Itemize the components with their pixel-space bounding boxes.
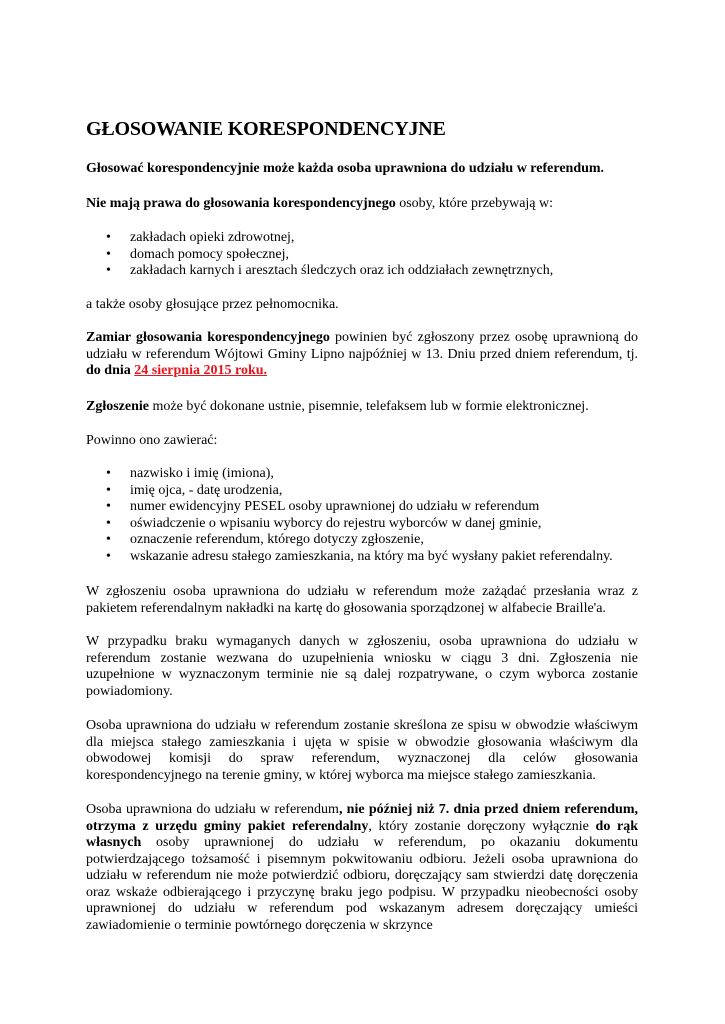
list-item: • domach pomocy społecznej, bbox=[86, 247, 638, 264]
intent-paragraph bbox=[86, 330, 638, 380]
missing-data-paragraph: W przypadku braku wymaganych danych w zgłoszeniu, osoba uprawniona do udziału w referendum zostanie wezwana do uzupełnienia wniosku w ciągu 3 dni. Zgłoszenia nie uzupełnione w wyznaczonym terminie nie są dalej rozpatrywane, o czym wyborca zostanie powiadomiony. bbox=[86, 634, 638, 699]
delivery-bold-2: do rąk własnych bbox=[86, 818, 638, 850]
register-paragraph: Osoba uprawniona do udziału w referendum zostanie skreślona ze spisu w obwodzie właściwym dla miejsca stałego zamieszkania i ujęta w spisie w obwodzie głosowania właściwym dla obwodowej komisji do spraw referendum, wyznaczonej dla celów głosowania korespondencyjnego na terenie gminy, w której wyborca ma miejsce stałego zamieszkania. bbox=[86, 718, 638, 783]
list-item: • oświadczenie o wpisaniu wyborcy do rejestru wyborców w danej gminie, bbox=[86, 516, 638, 533]
deadline-label: do dnia bbox=[86, 363, 131, 378]
no-right-rest: osoby, które przebywają w: bbox=[395, 196, 554, 211]
delivery-text-3: osoby uprawnionej do udziału w referendum, po okazaniu dokumentu potwierdzającego tożsamość i pisemnym pokwitowaniu odbioru. Jeżeli osoba uprawniona do udziału w referendum nie może potwierdzić odbioru, doręczający sam stwierdzi datę doręczenia oraz wskaże odbierającego i przyczynę braku jego podpisu. W przypadku nieobecności osoby uprawnionej do udziału w referendum pod wskazanym adresem doręczający umieści zawiadomienie o terminie powtórnego doręczenia w skrzynce bbox=[86, 835, 638, 933]
no-right-bold: Nie mają prawa do głosowania korespondencyjnego bbox=[86, 196, 396, 211]
intent-bold: Zamiar głosowania korespondencyjnego bbox=[86, 330, 330, 345]
delivery-text-2: , który zostanie doręczony wyłącznie bbox=[368, 818, 596, 834]
delivery-paragraph bbox=[86, 802, 638, 934]
delivery-text-1: Osoba uprawniona do udziału w referendum bbox=[86, 802, 339, 817]
braille-paragraph: W zgłoszeniu osoba uprawniona do udziału w referendum może zażądać przesłania wraz z pakietem referendalnym nakładki na kartę do głosowania sporządzonej w alfabecie Braille'a. bbox=[86, 584, 638, 616]
no-right-paragraph bbox=[86, 196, 638, 213]
intent-rest: powinien być zgłoszony przez osobę uprawnioną do udziału w referendum Wójtowi Gminy Lipno najpóźniej w 13. Dniu przed dniem referendum, tj. bbox=[86, 330, 639, 362]
submission-rest: może być dokonane ustnie, pisemnie, telefaksem lub w formie elektronicznej. bbox=[149, 399, 589, 414]
list-item: • nazwisko i imię (imiona), bbox=[86, 466, 638, 483]
list-item: • oznaczenie referendum, którego dotyczy zgłoszenie, bbox=[86, 532, 638, 549]
deadline-end: . bbox=[263, 363, 268, 378]
submission-paragraph bbox=[86, 399, 638, 416]
delivery-bold-1: , nie później niż 7. dnia przed dniem referendum, otrzyma z urzędu gminy pakiet referendalny bbox=[86, 802, 638, 834]
page-title: GŁOSOWANIE KORESPONDENCYJNE bbox=[86, 118, 446, 140]
intro-paragraph: Głosować korespondencyjnie może każda osoba uprawniona do udziału w referendum. bbox=[86, 161, 605, 176]
submission-bold: Zgłoszenie bbox=[86, 399, 149, 414]
list-item: • numer ewidencyjny PESEL osoby uprawnionej do udziału w referendum bbox=[86, 499, 638, 516]
contents-list bbox=[86, 466, 638, 565]
deadline-date: 24 sierpnia 2015 roku bbox=[134, 363, 264, 378]
list-item: • wskazanie adresu stałego zamieszkania, na który ma być wysłany pakiet referendalny. bbox=[86, 549, 638, 566]
contents-intro: Powinno ono zawierać: bbox=[86, 433, 218, 448]
list-item: • zakładach karnych i aresztach śledczych oraz ich oddziałach zewnętrznych, bbox=[86, 263, 638, 280]
places-list bbox=[86, 230, 638, 280]
list-item: • imię ojca, - datę urodzenia, bbox=[86, 483, 638, 500]
proxy-paragraph: a także osoby głosujące przez pełnomocnika. bbox=[86, 297, 339, 312]
list-item: • zakładach opieki zdrowotnej, bbox=[86, 230, 638, 247]
